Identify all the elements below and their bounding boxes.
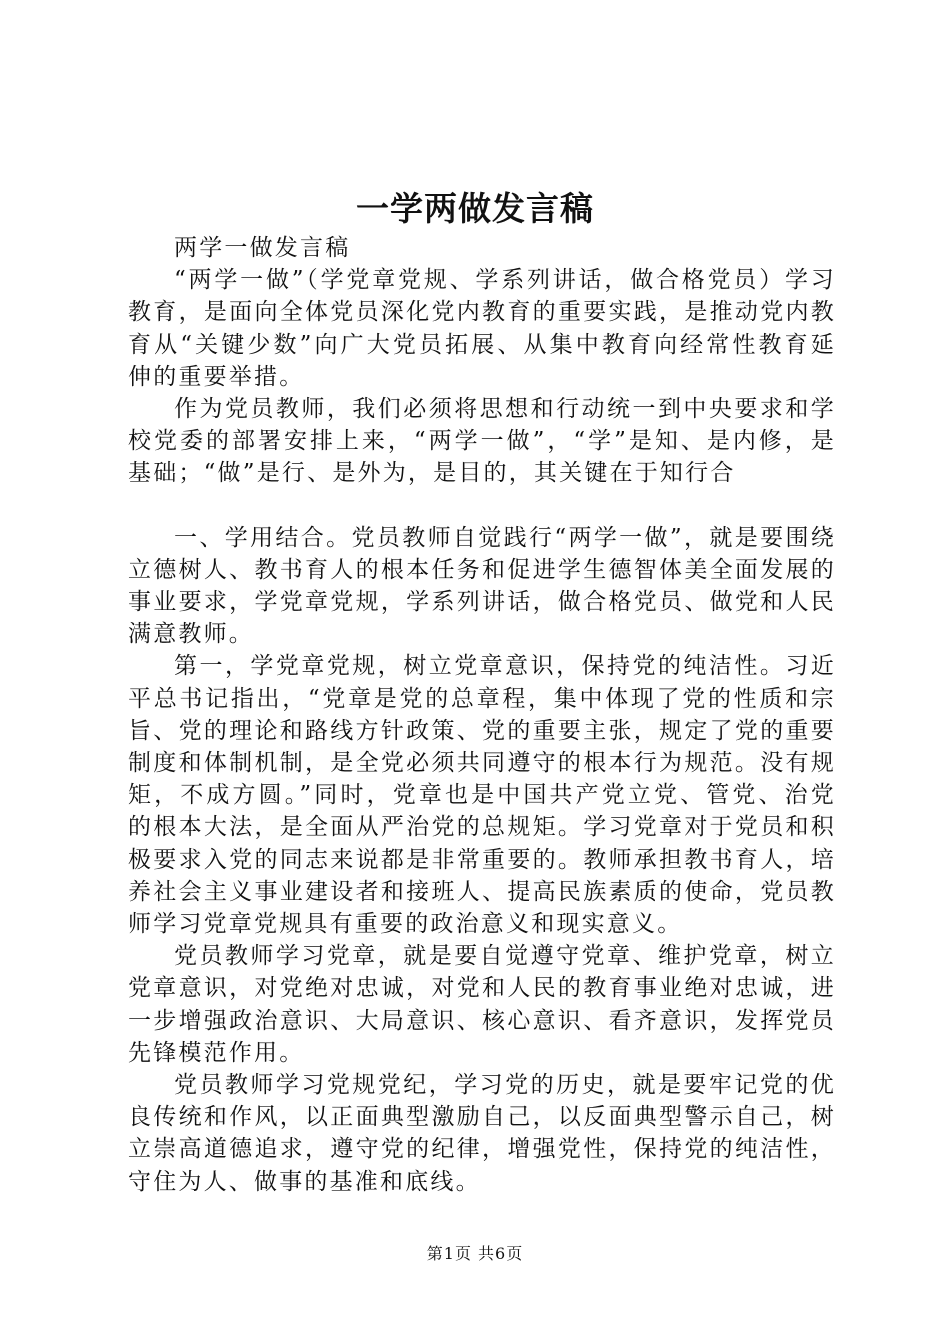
paragraph-study-rules: 党员教师学习党规党纪，学习党的历史，就是要牢记党的优良传统和作风，以正面典型激励自己，以反面典型警示自己，树立崇高道德追求，遵守党的纪律，增强党性，保持党的纯洁性，守住为人、做事的基准和底线。 [128,1072,836,1195]
paragraph-gap [128,490,836,522]
paragraph-study-constitution: 党员教师学习党章，就是要自觉遵守党章、维护党章，树立党章意识，对党绝对忠诚，对党和人民的教育事业绝对忠诚，进一步增强政治意识、大局意识、核心意识、看齐意识，发挥党员先锋模范作用。 [128,943,836,1066]
document-title: 一学两做发言稿 [356,189,594,228]
paragraph-first-point: 第一，学党章党规，树立党章意识，保持党的纯洁性。习近平总书记指出，“党章是党的总章程，集中体现了党的性质和宗旨、党的理论和路线方针政策、党的重要主张，规定了党的重要制度和体制机制，是全党必须共同遵守的根本行为规范。没有规矩，不成方圆。”同时，党章也是中国共产党立党、管党、治党的根本大法，是全面从严治党的总规矩。学习党章对于党员和积极要求入党的同志来说都是非常重要的。教师承担教书育人，培养社会主义事业建设者和接班人、提高民族素质的使命，党员教师学习党章党规具有重要的政治意义和现实意义。 [128,653,836,938]
paragraph-intro: “两学一做”（学党章党规、学系列讲话，做合格党员）学习教育，是面向全体党员深化党内教育的重要实践，是推动党内教育从“关键少数”向广大党员拓展、从集中教育向经常性教育延伸的重要举措。 [128,267,836,390]
paragraph-teacher-role: 作为党员教师，我们必须将思想和行动统一到中央要求和学校党委的部署安排上来，“两学一做”，“学”是知、是内修，是基础；“做”是行、是外为，是目的，其关键在于知行合 [128,396,836,487]
paragraph-section-one: 一、学用结合。党员教师自觉践行“两学一做”，就是要围绕立德树人、教书育人的根本任务和促进学生德智体美全面发展的事业要求，学党章党规，学系列讲话，做合格党员、做党和人民满意教师。 [128,524,836,648]
paragraph-subtitle: 两学一做发言稿 [174,235,351,261]
document-body [128,232,836,1198]
page-footer: 第1页 共6页 [426,1244,524,1263]
